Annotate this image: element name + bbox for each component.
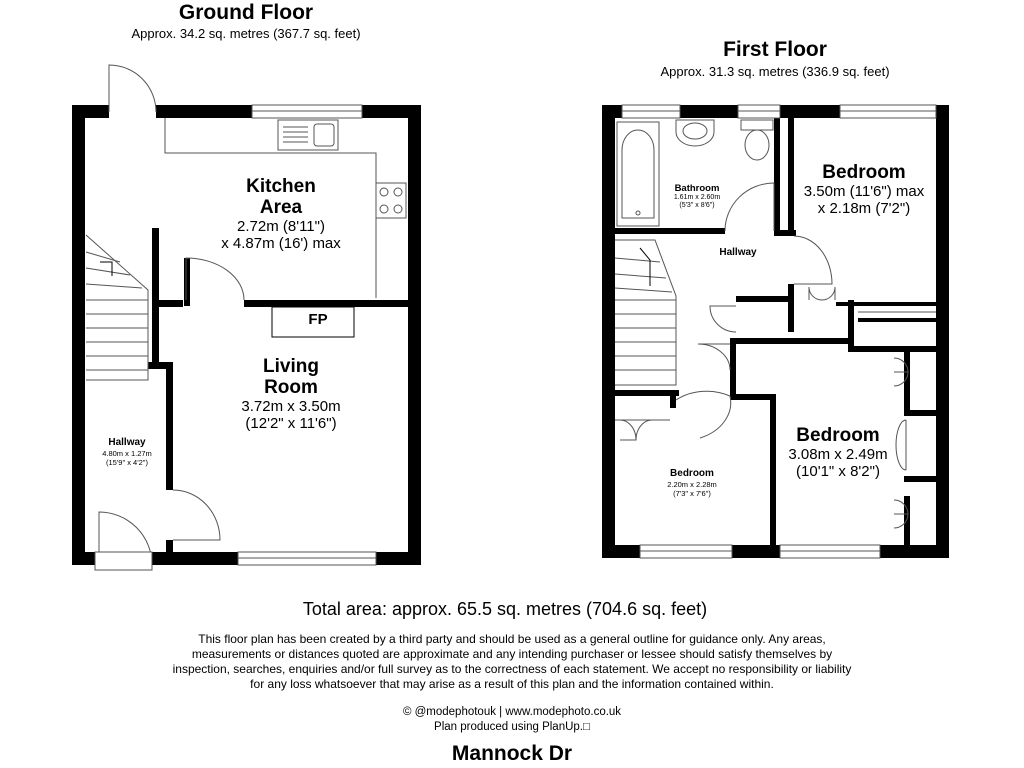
bathroom-door-swing (725, 183, 774, 231)
wall (184, 258, 190, 306)
bath-inner (622, 130, 654, 218)
wall (159, 300, 183, 307)
fireplace-label: FP (308, 311, 328, 328)
wall (730, 338, 854, 344)
room-name: Bedroom (822, 162, 906, 183)
hob-ring (394, 188, 402, 196)
room-dimensions: 3.72m x 3.50m (241, 398, 341, 415)
cupboard-door (809, 287, 835, 300)
first-floor-area: Approx. 31.3 sq. metres (336.9 sq. feet) (660, 64, 890, 79)
room-dimensions: (7'3" x 7'6") (673, 489, 711, 498)
bedroom1-door-swing (794, 236, 832, 284)
wall (602, 105, 615, 558)
property-address: Mannock Dr (451, 742, 573, 765)
staircase (86, 235, 148, 380)
total-area: Total area: approx. 65.5 sq. metres (704.6 sq. feet) (302, 599, 708, 619)
disclaimer (173, 632, 852, 692)
wall (904, 410, 936, 416)
room-dimensions: 4.80m x 1.27m (102, 449, 152, 458)
wall (736, 296, 792, 302)
room-name: Area (259, 197, 303, 218)
living-room-label (241, 356, 340, 432)
stair-tread (86, 252, 120, 262)
wall (362, 105, 421, 118)
wall (602, 105, 622, 118)
staircase (615, 240, 676, 385)
hob-ring (380, 188, 388, 196)
credit-line: © @modephotouk | www.modephoto.co.uk (402, 706, 622, 718)
wall (936, 105, 949, 558)
wardrobe-door (896, 420, 906, 470)
wall (670, 390, 676, 408)
disclaimer-line: for any loss whatsoever that may arise as a result of this plan and the information contained within. (250, 677, 774, 691)
first-hallway-label: Hallway (719, 247, 757, 258)
wall (72, 552, 95, 565)
room-dimensions: 1.61m x 2.60m (673, 194, 721, 201)
disclaimer-line: inspection, searches, enquiries and/or full survey as to the correctness of each statement. We accept no responsibility or liability (172, 662, 852, 676)
room-name: Bedroom (670, 468, 714, 479)
stair-tread (86, 268, 130, 275)
credit-line: Plan produced using PlanUp.□ (434, 721, 590, 733)
stair-arrow (640, 248, 650, 286)
wc-bowl (745, 130, 769, 160)
wall (858, 318, 936, 322)
room-dimensions: 3.50m (11'6") max (803, 183, 925, 200)
room-dimensions: (10'1" x 8'2") (796, 463, 880, 480)
room-dimensions: x 2.18m (7'2") (817, 200, 911, 217)
room-name: Hallway (108, 437, 146, 448)
bath (617, 122, 659, 226)
stair-arrow (100, 262, 112, 276)
stair-tread (615, 274, 666, 278)
wall (848, 300, 854, 352)
wall (376, 552, 421, 565)
wall (770, 394, 776, 552)
bedroom2-door-swing (698, 344, 730, 370)
bedroom2-label (788, 425, 887, 480)
room-name: Bathroom (674, 183, 720, 194)
wall (148, 362, 173, 369)
living-door-swing (186, 258, 244, 300)
wall (615, 390, 679, 396)
kitchen-label (221, 176, 341, 252)
bath-tap (636, 211, 640, 215)
wall (788, 284, 794, 332)
sink-bowl (314, 124, 334, 146)
stair-tread (86, 284, 142, 288)
wall (730, 394, 776, 400)
disclaimer-line: This floor plan has been created by a third party and should be used as a general outline for guidance only. Any areas, (198, 632, 826, 646)
disclaimer-line: measurements or distances quoted are approximate and any intending purchaser or lessee should satisfy themselves by (191, 647, 833, 661)
ground-floor-walls (72, 105, 421, 565)
wall (904, 476, 936, 482)
wall (880, 545, 949, 558)
wall (166, 540, 173, 554)
basin (676, 120, 714, 146)
ground-hallway-label (102, 437, 152, 467)
wc-cistern (741, 120, 773, 130)
room-dimensions: 3.08m x 2.49m (788, 446, 888, 463)
wall (780, 105, 840, 118)
room-dimensions: 2.72m (8'11") (237, 218, 325, 235)
wall (602, 545, 640, 558)
hall-door-swing (173, 490, 220, 540)
room-name: Living (263, 356, 319, 377)
wall (680, 105, 738, 118)
first-floor-title: First Floor (723, 38, 827, 61)
wall (615, 228, 725, 234)
wall (730, 338, 736, 394)
bedroom1-label (804, 162, 924, 217)
room-dimensions: (15'9" x 4'2") (106, 458, 148, 467)
wall (72, 105, 109, 118)
wardrobe-door (620, 420, 652, 440)
back-door-swing (109, 65, 156, 112)
room-name: Kitchen (246, 176, 316, 197)
hob-ring (380, 205, 388, 213)
wall (72, 105, 85, 565)
stair-tread (615, 258, 660, 262)
front-door-step (95, 552, 152, 570)
hob (376, 183, 406, 218)
wall (244, 300, 414, 307)
room-dimensions: (5'3" x 8'6") (679, 202, 715, 209)
bathroom-label (674, 183, 720, 210)
wall (166, 366, 173, 490)
ground-floor-fittings (86, 65, 406, 570)
wall (152, 228, 159, 368)
room-dimensions: x 4.87m (16') max (221, 235, 341, 252)
wall (156, 105, 252, 118)
hob-ring (394, 205, 402, 213)
bedroom3-door-swing (676, 391, 731, 438)
ground-floor-plan (72, 65, 421, 570)
room-name: Bedroom (796, 425, 880, 446)
bedroom3-label (667, 468, 717, 498)
stair-tread (615, 288, 672, 292)
ground-floor-area: Approx. 34.2 sq. metres (367.7 sq. feet) (131, 26, 361, 41)
wall (408, 105, 421, 565)
cupboard-door (710, 306, 736, 332)
wall (152, 552, 238, 565)
room-dimensions: (12'2" x 11'6") (245, 415, 337, 432)
wall (836, 302, 936, 306)
wall (854, 346, 936, 352)
wall (904, 496, 910, 546)
wall (774, 118, 780, 236)
credits (403, 705, 621, 735)
room-name: Room (264, 377, 318, 398)
basin-bowl (683, 123, 707, 139)
wall (788, 118, 794, 234)
ground-floor-title: Ground Floor (178, 1, 314, 24)
room-dimensions: 2.20m x 2.28m (667, 480, 717, 489)
